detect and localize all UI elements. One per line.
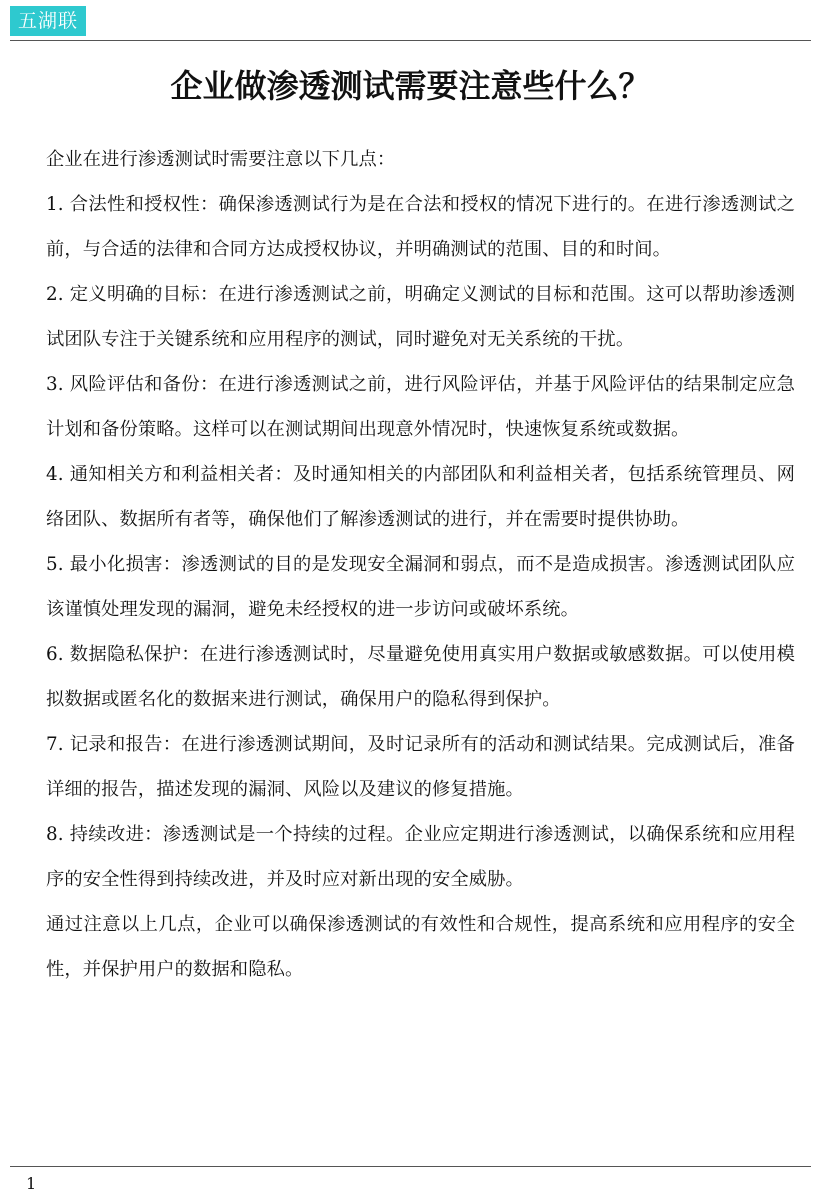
page-number: 1 bbox=[26, 1174, 37, 1193]
document-body bbox=[46, 137, 795, 992]
intro-paragraph: 企业在进行渗透测试时需要注意以下几点： bbox=[46, 149, 396, 170]
point-8-paragraph: 8. 持续改进：渗透测试是一个持续的过程。企业应定期进行渗透测试，以确保系统和应用程序的安全性得到持续改进，并及时应对新出现的安全威胁。 bbox=[46, 824, 795, 890]
point-3-paragraph: 3. 风险评估和备份：在进行渗透测试之前，进行风险评估，并基于风险评估的结果制定应急计划和备份策略。这样可以在测试期间出现意外情况时，快速恢复系统或数据。 bbox=[46, 374, 795, 440]
brand-logo: 五湖联 bbox=[10, 6, 86, 36]
conclusion-paragraph: 通过注意以上几点，企业可以确保渗透测试的有效性和合规性，提高系统和应用程序的安全性，并保护用户的数据和隐私。 bbox=[46, 914, 795, 980]
point-2-paragraph: 2. 定义明确的目标：在进行渗透测试之前，明确定义测试的目标和范围。这可以帮助渗透测试团队专注于关键系统和应用程序的测试，同时避免对无关系统的干扰。 bbox=[46, 284, 795, 350]
point-7-paragraph: 7. 记录和报告：在进行渗透测试期间，及时记录所有的活动和测试结果。完成测试后，准备详细的报告，描述发现的漏洞、风险以及建议的修复措施。 bbox=[46, 734, 795, 800]
header-divider bbox=[10, 40, 811, 41]
point-4-paragraph: 4. 通知相关方和利益相关者：及时通知相关的内部团队和利益相关者，包括系统管理员、网络团队、数据所有者等，确保他们了解渗透测试的进行，并在需要时提供协助。 bbox=[46, 464, 795, 530]
footer-divider bbox=[10, 1166, 811, 1167]
point-5-paragraph: 5. 最小化损害：渗透测试的目的是发现安全漏洞和弱点，而不是造成损害。渗透测试团队应该谨慎处理发现的漏洞，避免未经授权的进一步访问或破坏系统。 bbox=[46, 554, 795, 620]
page-title: 企业做渗透测试需要注意些什么？ bbox=[170, 67, 651, 105]
point-1-paragraph: 1. 合法性和授权性：确保渗透测试行为是在合法和授权的情况下进行的。在进行渗透测试之前，与合适的法律和合同方达成授权协议，并明确测试的范围、目的和时间。 bbox=[46, 194, 795, 260]
point-6-paragraph: 6. 数据隐私保护：在进行渗透测试时，尽量避免使用真实用户数据或敏感数据。可以使用模拟数据或匿名化的数据来进行测试，确保用户的隐私得到保护。 bbox=[46, 644, 795, 710]
